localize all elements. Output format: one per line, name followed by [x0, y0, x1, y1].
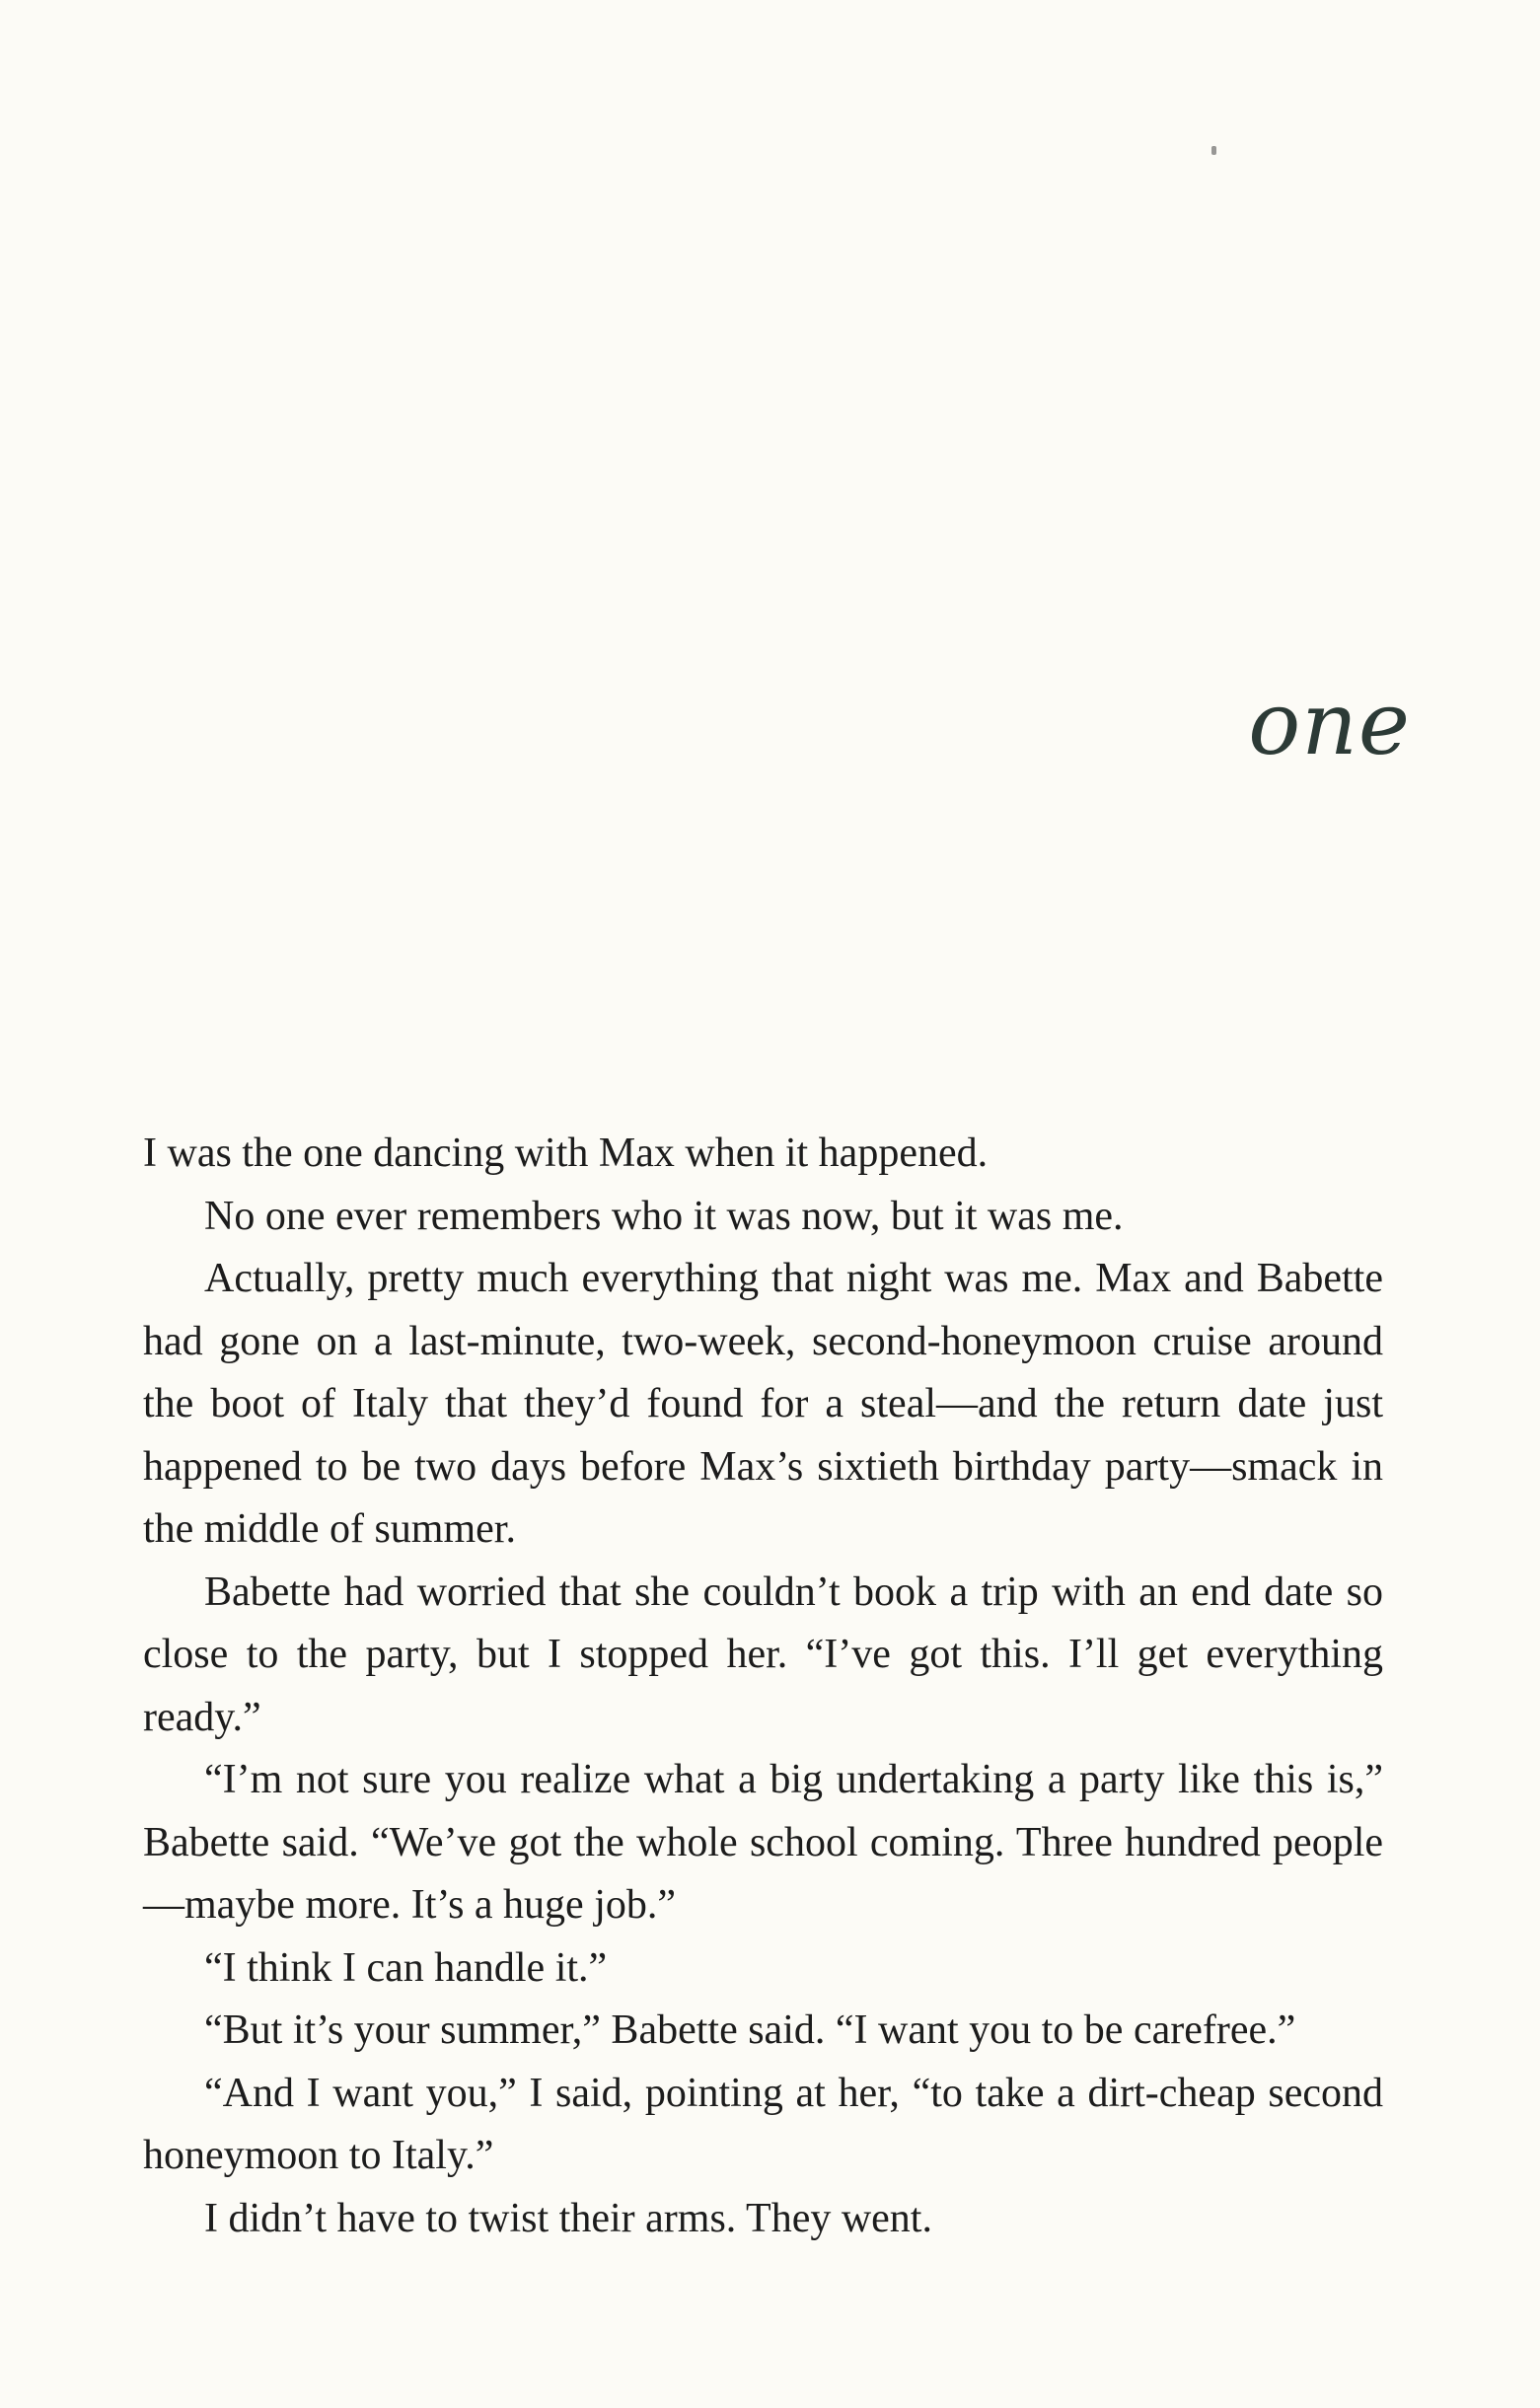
paragraph-3: Actually, pretty much everything that night was me. Max and Babette had gone on a last-minute, two-week, second-honeymoon cruise around the boot of Italy that they’d found for a steal—and the return date just happened to be two days before Max’s sixtieth birthday party—smack in the middle of summer.	[143, 1256, 1383, 1552]
paragraph-2: No one ever remembers who it was now, but it was me.	[204, 1193, 1124, 1239]
paragraph-8: “And I want you,” I said, pointing at her, “to take a dirt-cheap second honeymoon to Italy.”	[143, 2070, 1383, 2178]
ink-speck	[1211, 146, 1216, 155]
paragraph-1: I was the one dancing with Max when it happened.	[143, 1131, 989, 1176]
chapter-body	[143, 1123, 1383, 2250]
paragraph-9: I didn’t have to twist their arms. They went.	[204, 2195, 932, 2241]
paragraph-5: “I’m not sure you realize what a big undertaking a party like this is,” Babette said. “We’ve got the whole school coming. Three hundred people—maybe more. It’s a huge job.”	[143, 1757, 1383, 1928]
paragraph-4: Babette had worried that she couldn’t book a trip with an end date so close to the party, but I stopped her. “I’ve got this. I’ll get everything ready.”	[143, 1569, 1383, 1740]
chapter-title: one	[1248, 673, 1411, 774]
paragraph-7: “But it’s your summer,” Babette said. “I want you to be carefree.”	[204, 2007, 1296, 2053]
paragraph-6: “I think I can handle it.”	[204, 1944, 608, 1991]
